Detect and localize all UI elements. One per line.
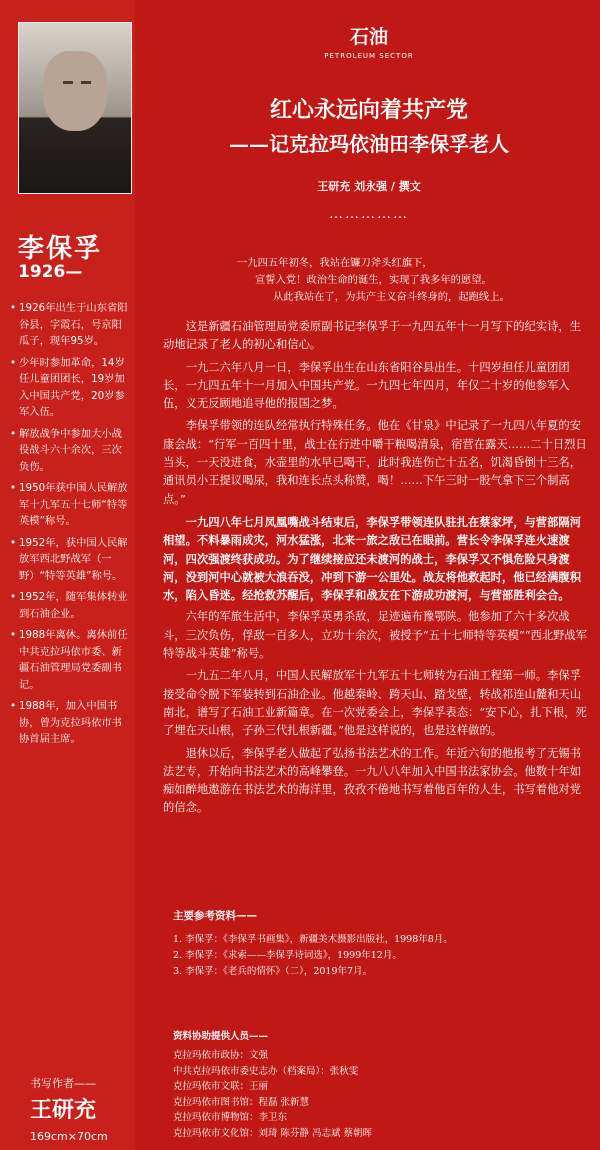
assistance-item: 中共克拉玛依市委史志办（档案局）：张秋雯: [173, 1065, 359, 1077]
person-name: 李保孚: [18, 234, 103, 264]
bio-item: • 1952年，获中国人民解放军西北野战军（一野）“特等英雄”称号。: [10, 535, 132, 585]
body-paragraph: 一九二六年八月一日，李保孚出生在山东省阳谷县出生。十四岁担任儿童团团长，一九四五年十一月加入中国共产党。一九四七年四月，年仅二十岁的他参军入伍，义无反顾地追寻他的报国之梦。: [163, 360, 570, 411]
body-paragraph: 这是新疆石油管理局党委原副书记李保孚于一九四五年十一月写下的纪实诗，生动地记录了老人的初心和信心。: [163, 320, 581, 352]
assistance-item: 克拉玛依市政协：文强: [173, 1050, 269, 1061]
calligrapher-name: 王研充: [30, 1097, 97, 1123]
article-title: 红心永远向着共产党: [269, 97, 468, 123]
assistance-item: 克拉玛依市文联：王丽: [173, 1081, 269, 1092]
bio-list: [10, 300, 132, 753]
reference-item: 3. 李保孚：《老兵的情怀》（二），2019年7月。: [173, 966, 373, 977]
bio-item: • 1988年，加入中国书协，曾为克拉玛依市书协首届主席。: [10, 698, 132, 748]
assistance-item: 克拉玛依市图书馆：程磊 张新慧: [173, 1096, 310, 1108]
calligrapher-label: 书写作者——: [30, 1077, 96, 1090]
bio-item: • 1926年出生于山东省阳谷县，字霞石，号京阳瓜子，现年95岁。: [10, 300, 132, 350]
assistance-item: 克拉玛依市博物馆：李卫东: [173, 1112, 288, 1123]
article-authors: 王研充 刘永强 / 撰文: [317, 180, 421, 193]
article-body: [163, 318, 588, 822]
bio-item: • 解放战争中参加大小战役战斗六十余次，三次负伤。: [10, 426, 132, 476]
reference-item: 2. 李保孚：《求索——李保孚诗词选》，1999年12月。: [173, 950, 402, 961]
reference-item: 1. 李保孚：《李保孚书画集》，新疆美术摄影出版社，1998年8月。: [173, 934, 453, 945]
body-paragraph: 一九五二年八月，中国人民解放军十九军五十七师转为石油工程第一师。李保孚接受命令脱下军装转到石油企业。他越秦岭、跨天山、踏戈壁，转战祁连山麓和天山南北，谱写了石油工业新篇章。在一次党委会上，李保孚表态：“安下心，扎下根，死了埋在天山根，子孙三代扎根新疆。”他是这样说的，也是这样做的。: [163, 669, 587, 738]
bio-item: • 1950年获中国人民解放军十九军五十七师“特等英模”称号。: [10, 480, 132, 530]
divider-dots: ……………: [329, 206, 409, 222]
portrait-eye-right: [81, 81, 91, 84]
assistance-item: 克拉玛依市文化馆：刘琦 陈芬静 冯志斌 蔡朝晖: [173, 1127, 373, 1139]
body-paragraph: 一九四八年七月凤凰嘴战斗结束后，李保孚带领连队驻扎在蔡家坪，与营部隔河相望。不料暴雨成灾，河水猛涨，北来一旅之敌已在眼前。营长令李保孚连火速渡河，四次强渡终获成功。为了继续接应还未渡河的战士，李保孚又不惧危险只身渡河，没到河中心就被大浪吞没，冲到下游一公里处。战友将他救起时，他已经满腹积水，陷入昏迷。经抢救苏醒后，李保孚和战友在下游成功渡河，与营部胜利会合。: [163, 514, 581, 603]
bio-item: • 1952年，随军集体转业到石油企业。: [10, 589, 132, 622]
body-paragraph: 六年的军旅生活中，李保孚英勇杀敌，足迹遍布豫鄂陕。他参加了六十多次战斗，三次负伤，俘敌一百多人，立功十余次，被授予“五十七师特等英模”“西北野战军特等战斗英雄”称号。: [163, 610, 588, 661]
sidebar: [0, 0, 135, 1150]
body-paragraph: 李保孚带领的连队经常执行特殊任务。他在《甘泉》中记录了一九四八年夏的安康会战：“行军一百四十里，战士在行进中嚼干粮喝清泉，宿营在露天……二十日烈日当头，一天没进食，水壶里的水早已喝干，此时我连伤亡十五名，饥渴昏倒十三名，通讯员小王提议喝尿，我和连长点头称赞，喝！……下午三时一股气拿下三个制高点。”: [163, 419, 587, 506]
bio-item: • 少年时参加革命，14岁任儿童团团长，19岁加入中国共产党，20岁参军入伍。: [10, 355, 132, 421]
poem-line: 一九四五年初冬，我站在镰刀斧头红旗下，: [237, 257, 433, 269]
sector-title: 石油: [349, 26, 388, 48]
sector-title-en: PETROLEUM SECTOR: [324, 52, 414, 60]
article-subtitle: ——记克拉玛依油田李保孚老人: [229, 132, 509, 156]
portrait-face: [43, 51, 107, 131]
poem-line: 宣誓入党！政治生命的诞生，实现了我多年的愿望。: [255, 274, 492, 286]
references-title: 主要参考资料——: [173, 910, 257, 922]
birth-year: 1926—: [18, 262, 83, 282]
portrait-photo: [18, 22, 132, 194]
portrait-eye-left: [63, 81, 73, 84]
body-paragraph: 退休以后，李保孚老人做起了弘扬书法艺术的工作。年近六旬的他报考了无锡书法艺专，开始向书法艺术的高峰攀登。一九八八年加入中国书法家协会。他数十年如痴如醉地遨游在书法艺术的海洋里，孜孜不倦地书写着他百年的人生，书写着他对党的信念。: [163, 746, 581, 815]
poem-line: 从此我站在了，为共产主义奋斗终身的，起跑线上。: [273, 291, 510, 303]
artwork-size: 169cm×70cm: [30, 1130, 108, 1143]
main-content: [145, 0, 593, 1150]
assistance-list: [173, 1048, 372, 1141]
poem: [237, 255, 577, 306]
references-list: [173, 932, 453, 980]
assistance-title: 资料协助提供人员——: [173, 1031, 269, 1042]
bio-item: • 1988年离休。离休前任中共克拉玛依市委、新疆石油管理局党委副书记。: [10, 627, 132, 693]
